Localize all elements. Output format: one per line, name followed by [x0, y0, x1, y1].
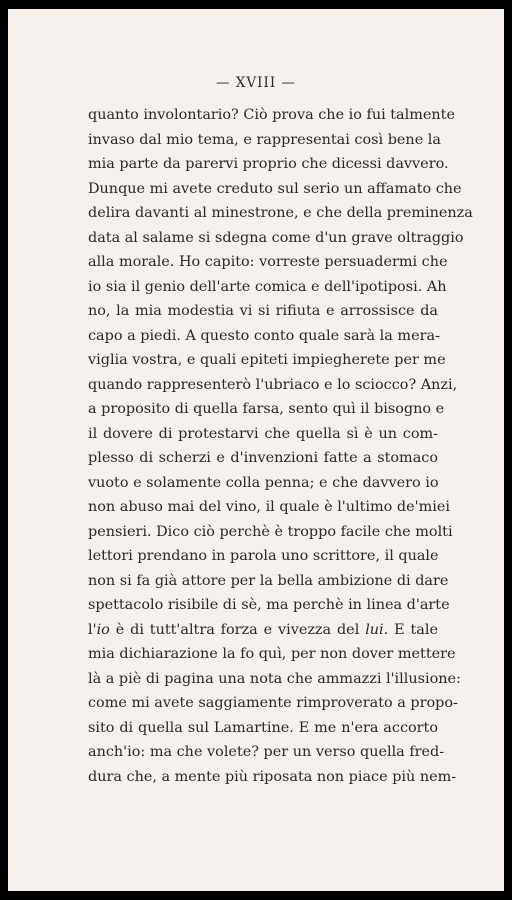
text-line: il dovere di protestarvi che quella sì è un com-: [88, 425, 438, 442]
italic-word-lui: lui: [365, 621, 384, 638]
text-fragment: l': [88, 621, 97, 638]
text-line: io sia il genio dell'arte comica e dell'ipotiposi. Ah: [88, 278, 447, 295]
text-line: come mi avete saggiamente rimproverato a propo-: [88, 695, 458, 711]
text-line: mia dichiarazione la fo quì, per non dover mettere: [88, 646, 456, 662]
text-line: vuoto e solamente colla penna; e che davvero io: [88, 474, 439, 491]
text-line: anch'io: ma che volete? per un verso quella fred-: [88, 744, 445, 760]
text-line: quanto involontario? Ciò prova che io fui talmente: [88, 107, 455, 123]
text-line: delira davanti al minestrone, e che della preminenza: [88, 205, 473, 221]
text-line: alla morale. Ho capito: vorreste persuadermi che: [88, 254, 448, 270]
text-line: là a piè di pagina una nota che ammazzi l'illusione:: [88, 670, 461, 687]
text-line: non si fa già attore per la bella ambizione di dare: [88, 572, 449, 589]
text-line: mia parte da parervi proprio che dicessi davvero.: [88, 156, 449, 172]
body-text: [88, 103, 473, 789]
text-line: plesso di scherzi e d'invenzioni fatte a stomaco: [88, 450, 438, 466]
page-number-header: — XVIII —: [216, 75, 296, 91]
text-line: quando rappresenterò l'ubriaco e lo sciocco? Anzi,: [88, 376, 458, 393]
italic-word-io: io: [96, 621, 110, 638]
text-line: invaso dal mio tema, e rappresentai così bene la: [88, 131, 441, 148]
text-line: data al salame si sdegna come d'un grave oltraggio: [88, 229, 464, 246]
text-line: a proposito di quella farsa, sento quì il bisogno e: [88, 401, 445, 417]
text-line: no, la mia modestia vi si rifiuta e arrossisce da: [88, 303, 438, 319]
book-page: [8, 9, 504, 891]
text-line: capo a piedi. A questo conto quale sarà la mera-: [88, 327, 440, 344]
text-line: lettori prendano in parola uno scrittore, il quale: [88, 548, 439, 564]
text-line: pensieri. Dico ciò perchè è troppo facile che molti: [88, 523, 453, 540]
text-fragment: è di tutt'altra forza e vivezza del: [109, 621, 366, 638]
text-line: Dunque mi avete creduto sul serio un affamato che: [88, 180, 462, 197]
text-line: dura che, a mente più riposata non piace più nem-: [88, 768, 457, 785]
text-fragment: . E tale: [383, 621, 438, 638]
text-line: non abuso mai del vino, il quale è l'ultimo de'miei: [88, 499, 450, 515]
text-line-italic-mix: [88, 618, 438, 643]
text-line: viglia vostra, e quali epiteti impiegherete per me: [88, 352, 446, 368]
text-line: sito di quella sul Lamartine. E me n'era accorto: [88, 719, 438, 736]
text-line: spettacolo risibile di sè, ma perchè in linea d'arte: [88, 597, 450, 613]
